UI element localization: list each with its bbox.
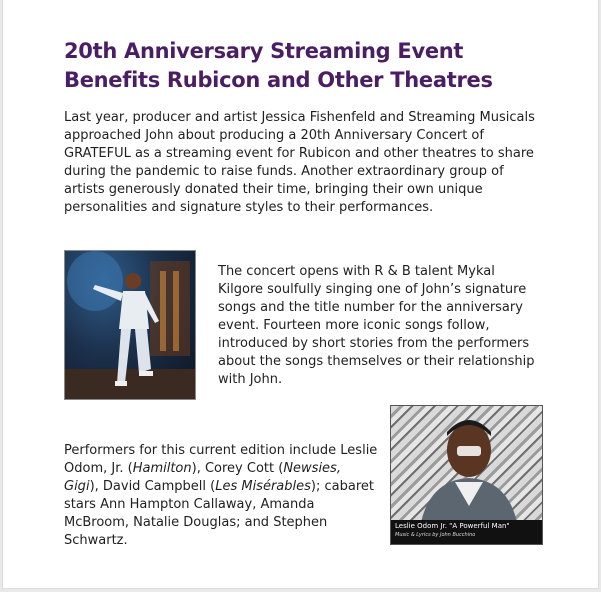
show-title-hamilton: Hamilton [132,461,192,476]
performer-photo-mykal-kilgore [64,250,196,400]
performers-text-4: ); cabaret stars Ann Hampton Callaway, Amanda McBroom, Natalie Douglas; and Stephen Schwartz. [64,479,374,548]
paragraph-concert-opening: The concert opens with R & B talent Mykal Kilgore soulfully singing one of John’s signature songs and the title number for the anniversary event. Fourteen more iconic songs follow, introduced by short stories from the performers about the songs themselves or their relationship with John. [218,264,535,387]
paragraph-intro: Last year, producer and artist Jessica Fishenfeld and Streaming Musicals approached John about producing a 20th Anniversary Concert of GRATEFUL as a streaming event for Rubicon and other theatres to share during the pandemic to raise funds. Another extraordinary group of artists generously donated their time, bringing their own unique personalities and signature styles to their performances. [64,110,535,215]
article-card [2,0,599,589]
photo-caption-credit: Music & Lyrics by John Bucchino [395,532,476,538]
title-line-2: Benefits Rubicon and Other Theatres [64,68,493,92]
title-line-1: 20th Anniversary Streaming Event [64,39,464,63]
portrait-illustration [391,406,542,522]
performers-text-2: ), Corey Cott ( [191,461,284,476]
stage-performer-illustration [65,251,195,399]
show-title-les-miserables: Les Misérables [215,479,311,494]
show-title-newsies-gigi: Newsies, Gigi [64,461,341,494]
photo-caption-title: Leslie Odom Jr. "A Powerful Man" [395,522,510,530]
performer-photo-leslie-odom [390,405,543,545]
article-title [64,37,564,95]
paragraph-performers [64,442,379,550]
performers-text-1: Performers for this current edition include Leslie Odom, Jr. ( [64,443,378,476]
performers-text-3: ), David Campbell ( [89,479,216,494]
photo-caption-bar [391,520,542,544]
